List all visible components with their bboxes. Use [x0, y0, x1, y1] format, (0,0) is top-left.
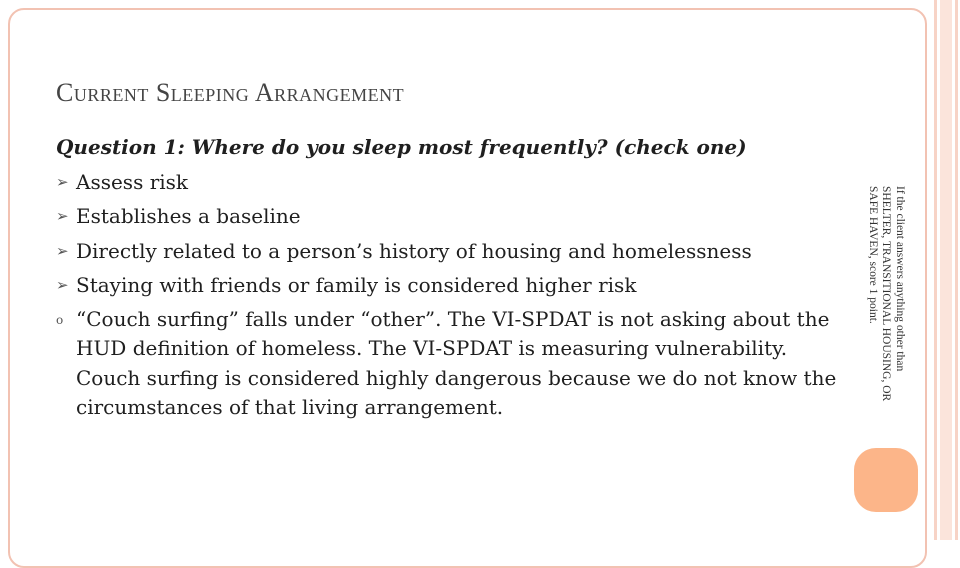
decorative-stripe-right [955, 0, 958, 540]
arrow-bullet-icon: ➢ [56, 241, 69, 260]
decorative-stripe-left [934, 0, 937, 540]
bullet-text: Staying with friends or family is considered higher risk [76, 273, 637, 297]
bullet-text: Assess risk [76, 169, 189, 194]
bullet-item [56, 165, 846, 200]
question-heading: Question 1: Where do you sleep most frequently? (check one) [56, 135, 747, 159]
sub-bullet-item [56, 303, 846, 423]
arrow-bullet-icon: ➢ [56, 207, 69, 225]
side-note [846, 186, 906, 416]
bullet-item [56, 268, 846, 303]
arrow-bullet-icon: ➢ [56, 172, 69, 191]
slide-body [56, 130, 846, 423]
arrow-bullet-icon: ➢ [56, 276, 69, 294]
bullet-text: Establishes a baseline [76, 204, 301, 228]
side-note-text: If the client answers anything other than SHELTER, TRANSITIONAL HOUSING, OR SAFE HAVEN, score 1 point. [867, 186, 906, 402]
decorative-dot [854, 448, 918, 512]
bullet-item [56, 199, 846, 234]
slide-title: Current Sleeping Arrangement [56, 78, 405, 107]
sub-bullet-text: “Couch surfing” falls under “other”. The VI-SPDAT is not asking about the HUD definition of homeless. The VI-SPDAT is measuring vulnerability. Couch surfing is considered highly dangerous because we do not know the circumstances of that living arrangement. [76, 306, 837, 419]
bullet-text: Directly related to a person’s history of housing and homelessness [76, 238, 752, 263]
circle-bullet-icon: o [56, 312, 64, 327]
bullet-item [56, 234, 846, 269]
decorative-stripe-middle [940, 0, 952, 540]
